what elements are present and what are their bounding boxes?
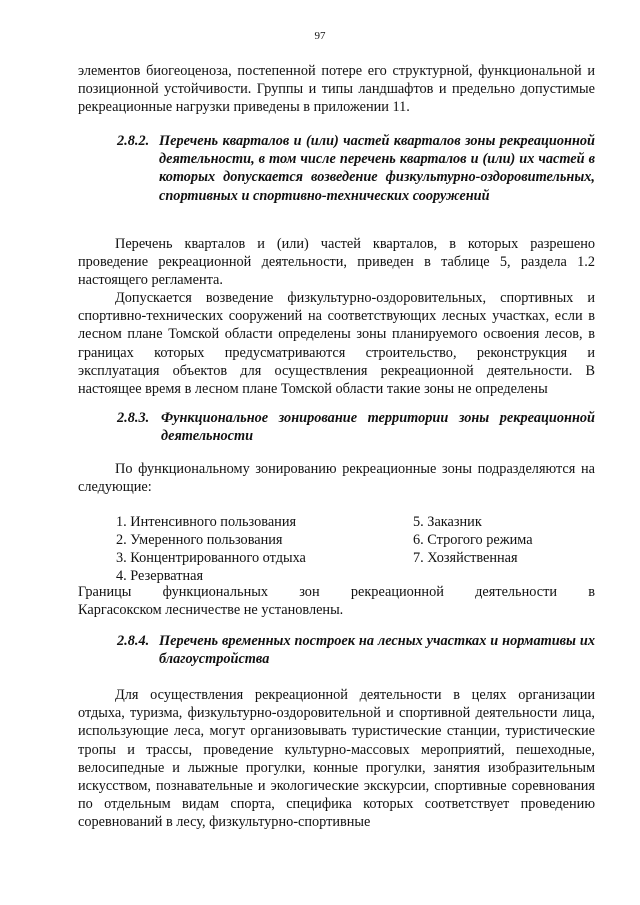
section-title: Перечень временных построек на лесных участках и нормативы их благоустройства bbox=[159, 633, 595, 668]
list-item: 7. Хозяйственная bbox=[413, 550, 518, 566]
list-item: 4. Резерватная bbox=[116, 568, 204, 584]
section-heading-2-8-2 bbox=[117, 132, 595, 205]
list-item: 6. Строгого режима bbox=[413, 532, 533, 548]
list-item: 2. Умеренного пользования bbox=[116, 532, 283, 548]
section-number: 2.8.3. bbox=[117, 410, 150, 426]
list-item: 3. Концентрированного отдыха bbox=[116, 550, 306, 566]
zones-list-left bbox=[116, 513, 306, 585]
section-title: Перечень кварталов и (или) частей кварталов зоны рекреационной деятельности, в том числе перечень кварталов и (или) их частей в которых допускается возведение физкультурно-оздоровительных, спортивных и спортивно-технических сооружений bbox=[159, 133, 595, 204]
zones-list-right bbox=[413, 513, 533, 567]
paragraph-borders-line2: Каргасокском лесничестве не установлены. bbox=[78, 602, 344, 618]
page-number: 97 bbox=[314, 30, 326, 42]
section-heading-2-8-4 bbox=[117, 632, 595, 668]
section-number: 2.8.4. bbox=[117, 633, 150, 649]
paragraph-construction: Допускается возведение физкультурно-оздоровительных, спортивных и спортивно-технических сооружений на соответствующих лесных участках, если в лесном плане Томской области определены зоны планируемого освоения лесов, в границах которых предусматриваются строительство, реконструкция и эксплуатация объектов для осуществления рекреационной деятельности. В настоящее время в лесном плане Томской области такие зоны не определены bbox=[78, 290, 595, 398]
list-item: 1. Интенсивного пользования bbox=[116, 514, 297, 530]
section-heading-2-8-3 bbox=[117, 409, 595, 445]
paragraph-intro: элементов биогеоценоза, постепенной потере его структурной, функциональной и позиционной устойчивости. Группы и типы ландшафтов и предельно допустимые рекреационные нагрузки приведены в приложении 11. bbox=[78, 63, 595, 116]
paragraph-borders-line1: Границы функциональных зон рекреационной деятельности в bbox=[78, 584, 595, 600]
section-title: Функциональное зонирование территории зоны рекреационной деятельности bbox=[161, 410, 595, 445]
paragraph-zoning-intro: По функциональному зонированию рекреационные зоны подразделяются на следующие: bbox=[78, 461, 595, 496]
list-item: 5. Заказник bbox=[413, 514, 482, 530]
paragraph-temporary-buildings: Для осуществления рекреационной деятельности в целях организации отдыха, туризма, физкультурно-оздоровительной и спортивной деятельности лица, использующие леса, могут организовывать туристические станции, туристические тропы и трассы, проведение культурно-массовых мероприятий, пешеходные, велосипедные и лыжные прогулки, конные прогулки, занятия изобразительным искусством, познавательные и экологические экскурсии, спортивные соревнования по отдельным видам спорта, специфика которых соответствует проведению соревнований в лесу, физкультурно-спортивные bbox=[78, 687, 595, 831]
section-number: 2.8.2. bbox=[117, 133, 150, 149]
paragraph-quarters-list: Перечень кварталов и (или) частей кварталов, в которых разрешено проведение рекреационной деятельности, приведен в таблице 5, раздела 1.2 настоящего регламента. bbox=[78, 236, 595, 289]
